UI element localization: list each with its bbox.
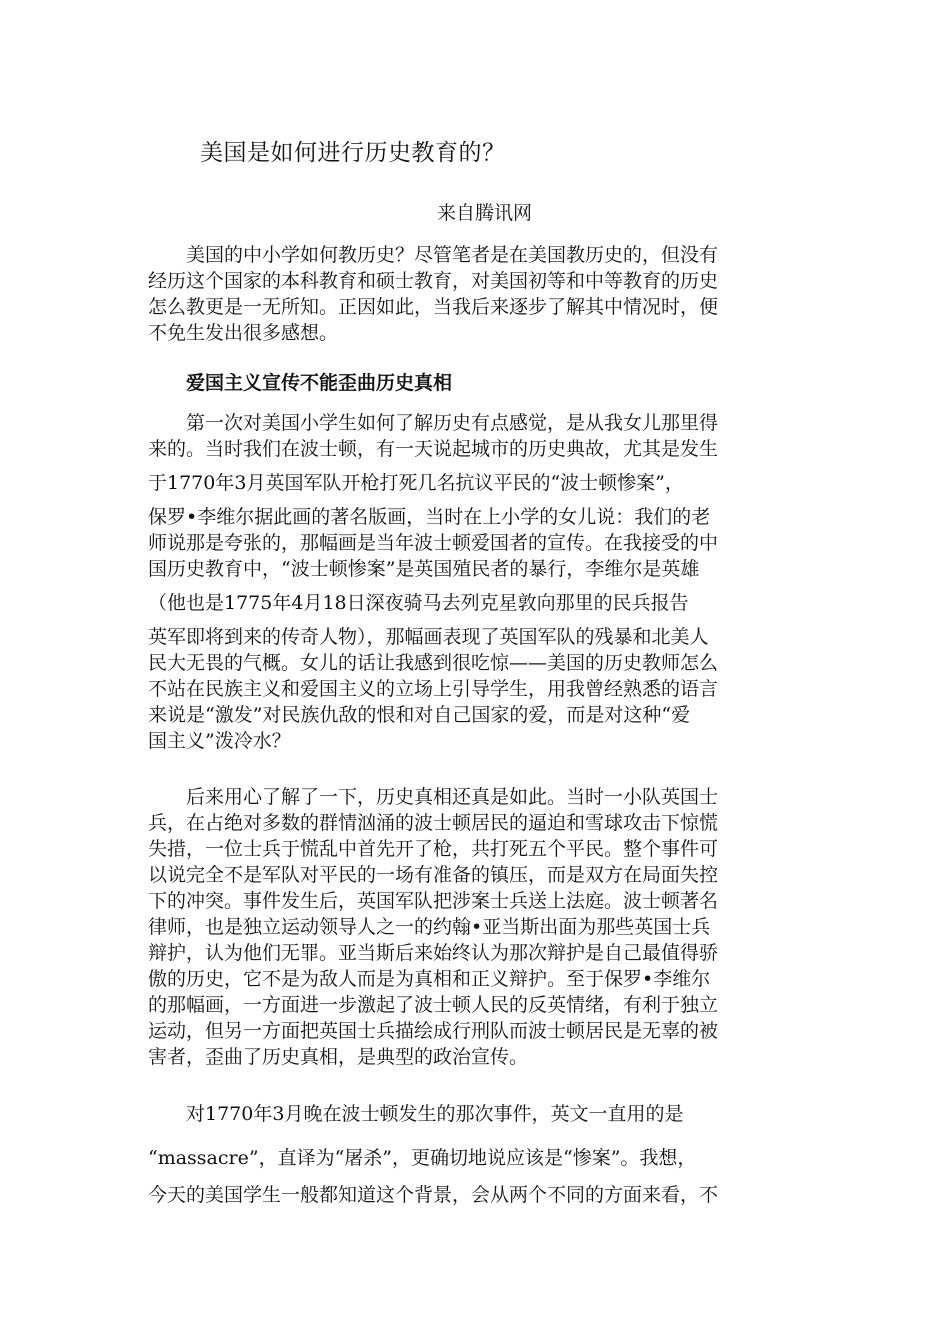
text-line: 辩护，认为他们无罪。亚当斯后来始终认为那次辩护是自己最值得骄 — [148, 942, 719, 964]
text-line: 来说是“激发”对民族仇敌的恨和对自己国家的爱，而是对这种“爱 — [148, 704, 691, 726]
text-line: 兵，在占绝对多数的群情汹涌的波士顿居民的逼迫和雪球攻击下惊慌 — [148, 812, 719, 834]
paragraph-intro — [148, 242, 808, 346]
paragraph-massacre — [148, 1092, 808, 1210]
text-line: 于1770年3月英国军队开枪打死几名抗议平民的“波士顿惨案”， — [148, 472, 684, 494]
document-source: 来自腾讯网 — [437, 202, 533, 224]
text-line: 害者，歪曲了历史真相，是典型的政治宣传。 — [148, 1046, 529, 1068]
text-line: 来的。当时我们在波士顿，有一天说起城市的历史典故，尤其是发生 — [148, 438, 719, 460]
document-title: 美国是如何进行历史教育的？ — [200, 140, 506, 166]
text-line: 师说那是夸张的，那幅画是当年波士顿爱国者的宣传。在我接受的中 — [148, 532, 719, 554]
text-line: 以说完全不是军队对平民的一场有准备的镇压，而是双方在局面失控 — [148, 864, 719, 886]
text-line: 经历这个国家的本科教育和硕士教育，对美国初等和中等教育的历史 — [148, 270, 719, 292]
text-line: 律师，也是独立运动领导人之一的约翰•亚当斯出面为那些英国士兵 — [148, 916, 711, 938]
text-line: （他也是1775年4月18日深夜骑马去列克星敦向那里的民兵报告 — [148, 592, 689, 614]
text-line: “massacre”，直译为“屠杀”，更确切地说应该是“惨案”。我想， — [148, 1147, 697, 1169]
text-line: 下的冲突。事件发生后，英国军队把涉案士兵送上法庭。波士顿著名 — [148, 890, 719, 912]
text-line: 不站在民族主义和爱国主义的立场上引导学生，用我曾经熟悉的语言 — [148, 678, 719, 700]
text-line: 美国的中小学如何教历史？尽管笔者是在美国教历史的，但没有 — [148, 244, 719, 266]
text-line: 后来用心了解了一下，历史真相还真是如此。当时一小队英国士 — [148, 786, 719, 808]
paragraph-boston — [148, 410, 808, 754]
text-line: 不免生发出很多感想。 — [148, 322, 339, 344]
text-line: 傲的历史，它不是为敌人而是为真相和正义辩护。至于保罗•李维尔 — [148, 968, 711, 990]
text-line: 国历史教育中，“波士顿惨案”是英国殖民者的暴行，李维尔是英雄 — [148, 558, 700, 580]
text-line: 的那幅画，一方面进一步激起了波士顿人民的反英情绪，有利于独立 — [148, 994, 719, 1016]
text-line: 民大无畏的气概。女儿的话让我感到很吃惊——美国的历史教师怎么 — [148, 652, 719, 674]
text-line: 怎么教更是一无所知。正因如此，当我后来逐步了解其中情况时，便 — [148, 296, 719, 318]
paragraph-truth — [148, 784, 808, 1070]
text-line: 今天的美国学生一般都知道这个背景，会从两个不同的方面来看，不 — [148, 1184, 719, 1206]
text-line: 运动，但另一方面把英国士兵描绘成行刑队而波士顿居民是无辜的被 — [148, 1020, 719, 1042]
text-line: 保罗•李维尔据此画的著名版画，当时在上小学的女儿说：我们的老 — [148, 506, 711, 528]
text-line: 对1770年3月晚在波士顿发生的那次事件，英文一直用的是 — [148, 1103, 684, 1125]
text-line: 英军即将到来的传奇人物），那幅画表现了英国军队的残暴和北美人 — [148, 626, 709, 648]
text-line: 国主义”泼冷水？ — [148, 730, 291, 752]
text-line: 失措，一位士兵于慌乱中首先开了枪，共打死五个平民。整个事件可 — [148, 838, 719, 860]
section-heading: 爱国主义宣传不能歪曲历史真相 — [186, 372, 453, 394]
text-line: 第一次对美国小学生如何了解历史有点感觉，是从我女儿那里得 — [148, 412, 719, 434]
